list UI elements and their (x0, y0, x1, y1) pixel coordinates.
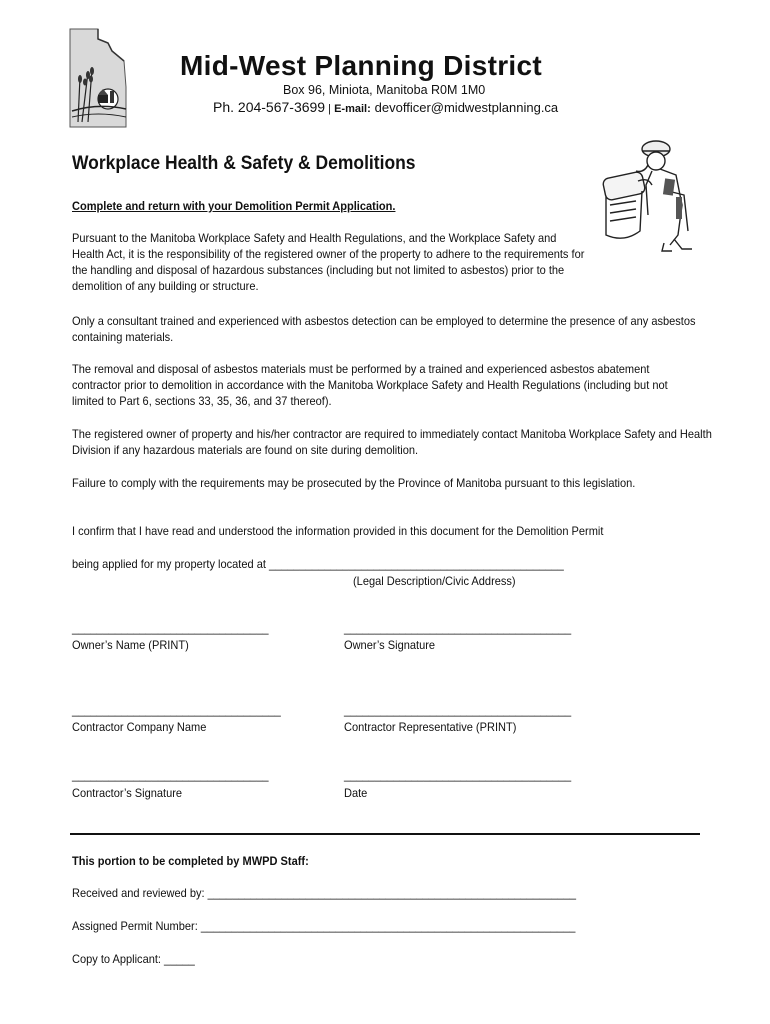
organization-contact (213, 99, 558, 115)
contractor-representative-field[interactable]: _____________________________________ (344, 703, 572, 717)
paragraph-regulations: Pursuant to the Manitoba Workplace Safety and Health Regulations, and the Workplace Safety and Health Act, it is the responsibility of the registered owner of the property to adhere to the requirements for the handling and disposal of hazardous substances (including but not limited to asbestos) prior to the demolition of any building or structure. (72, 231, 585, 293)
email-address: devofficer@midwestplanning.ca (374, 100, 559, 115)
paragraph-consultant: Only a consultant trained and experienced with asbestos detection can be employed to determine the presence of any asbestos containing materials. (72, 314, 696, 344)
property-location-caption: (Legal Description/Civic Address) (353, 574, 516, 588)
copy-to-applicant-row (72, 952, 195, 966)
copy-to-applicant-label: Copy to Applicant: (72, 952, 165, 966)
paragraph-failure: Failure to comply with the requirements may be prosecuted by the Province of Manitoba pursuant to this legislation. (72, 476, 636, 490)
property-location-field[interactable]: ________________________________________________ (268, 557, 564, 571)
property-location-label: being applied for my property located at (72, 557, 269, 571)
permit-number-label: Assigned Permit Number: (72, 919, 201, 933)
organization-address: Box 96, Miniota, Manitoba R0M 1M0 (283, 83, 486, 97)
phone-number: Ph. 204-567-3699 (213, 99, 326, 115)
mwpd-logo (68, 27, 128, 129)
date-field[interactable]: _____________________________________ (344, 768, 572, 782)
date-label: Date (344, 786, 368, 800)
document-title: Workplace Health & Safety & Demolitions (72, 153, 416, 174)
section-divider (70, 833, 700, 835)
owner-name-label: Owner’s Name (PRINT) (72, 638, 189, 652)
worker-mascot-icon (598, 135, 703, 255)
received-reviewed-label: Received and reviewed by: (72, 886, 208, 900)
permit-number-row (72, 919, 575, 933)
contractor-company-label: Contractor Company Name (72, 720, 207, 734)
contractor-signature-label: Contractor’s Signature (72, 786, 183, 800)
owner-name-field[interactable]: ________________________________ (72, 621, 269, 635)
document-subtitle: Complete and return with your Demolition Permit Application. (72, 199, 396, 213)
paragraph-removal: The removal and disposal of asbestos materials must be performed by a trained and experienced asbestos abatement contractor prior to demolition in accordance with the Manitoba Workplace Safety and Health Regulations (including but not limited to Part 6, sections 33, 35, 36, and 37 thereof). (72, 362, 668, 408)
received-reviewed-field[interactable]: ____________________________________________________________ (207, 886, 577, 900)
permit-number-field[interactable]: _____________________________________________________________ (200, 919, 576, 933)
contractor-company-field[interactable]: __________________________________ (72, 703, 281, 717)
owner-signature-label: Owner’s Signature (344, 638, 436, 652)
email-label: E-mail: (334, 103, 371, 115)
confirmation-statement: I confirm that I have read and understood the information provided in this document for the Demolition Permit (72, 524, 604, 538)
paragraph-contact-division: The registered owner of property and his/her contractor are required to immediately contact Manitoba Workplace Safety and Health Division if any hazardous materials are found on site during demolition. (72, 427, 712, 457)
staff-section-title: This portion to be completed by MWPD Staff: (72, 854, 309, 868)
contractor-representative-label: Contractor Representative (PRINT) (344, 720, 517, 734)
contractor-signature-field[interactable]: ________________________________ (72, 768, 269, 782)
property-location-row (72, 557, 564, 571)
organization-name: Mid-West Planning District (180, 50, 542, 81)
copy-to-applicant-field[interactable]: _____ (164, 952, 195, 966)
owner-signature-field[interactable]: _____________________________________ (344, 621, 572, 635)
contact-separator: | (325, 103, 335, 115)
received-reviewed-row (72, 886, 576, 900)
